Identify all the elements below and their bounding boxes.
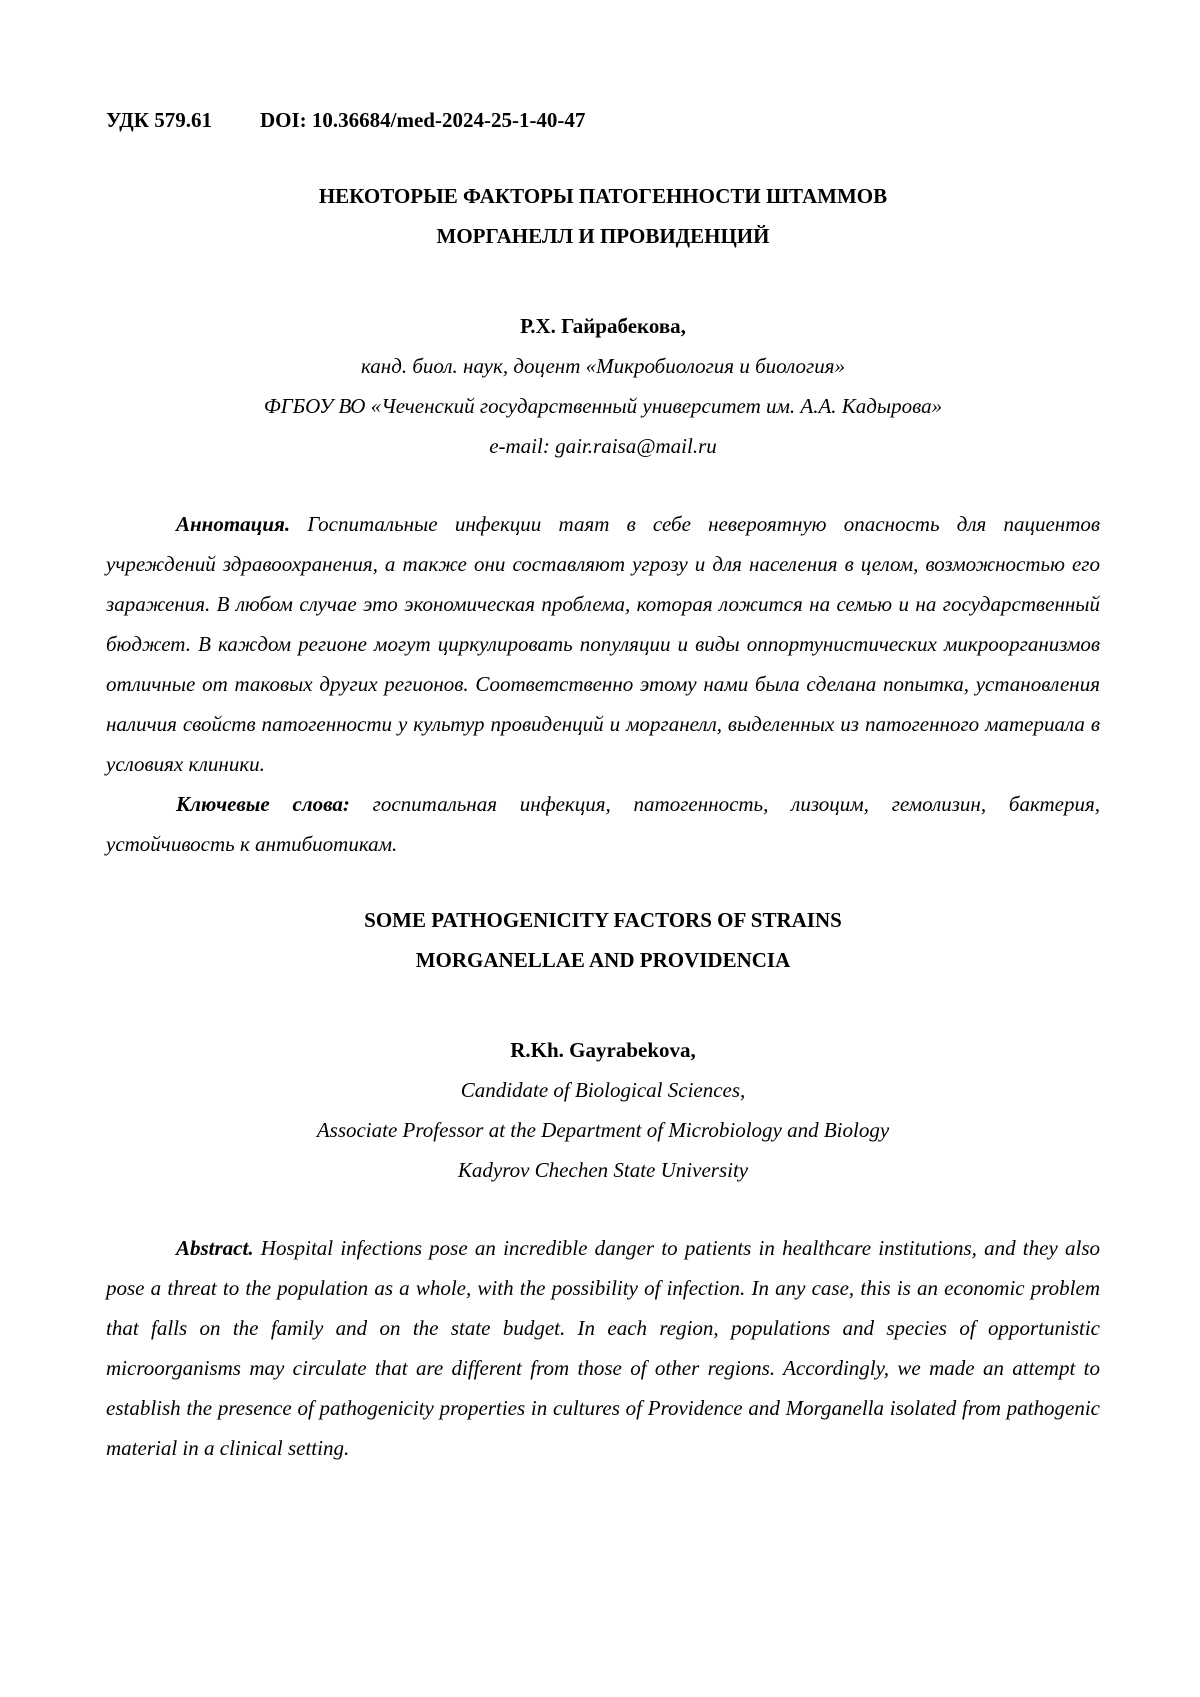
ru-affiliation-degree: канд. биол. наук, доцент «Микробиология и биология» bbox=[361, 354, 845, 378]
ru-abstract-text: Госпитальные инфекции таят в себе невероятную опасность для пациентов учреждений здравоохранения, а также они составляют угрозу и для населения в целом, возможностью его заражения. В любом случае это экономическая проблема, которая ложится на семью и на государственный бюджет. В каждом регионе могут циркулировать популяции и виды оппортунистических микроорганизмов отличные от таковых других регионов. Соответственно этому нами была сделана попытка, установления наличия свойств патогенности у культур провиденций и морганелл, выделенных из патогенного материала в условиях клиники. bbox=[106, 512, 1101, 776]
en-abstract-label: Abstract. bbox=[176, 1236, 254, 1260]
ru-abstract-label: Аннотация. bbox=[176, 512, 291, 536]
en-affiliation-block bbox=[106, 1070, 1100, 1190]
ru-author: Р.Х. Гайрабекова, bbox=[520, 314, 686, 338]
ru-keywords-text: госпитальная инфекция, патогенность, лизоцим, гемолизин, бактерия, устойчивость к антибиотикам. bbox=[106, 792, 1100, 856]
ru-author-email: e-mail: gair.raisa@mail.ru bbox=[489, 434, 717, 458]
ru-abstract-paragraph bbox=[106, 504, 1100, 784]
ru-keywords-label: Ключевые слова: bbox=[176, 792, 350, 816]
en-abstract-text: Hospital infections pose an incredible danger to patients in healthcare institutions, and they also pose a threat to the population as a whole, with the possibility of infection. In any case, this is an economic problem that falls on the family and on the state budget. In each region, populations and species of opportunistic microorganisms may circulate that are different from those of other regions. Accordingly, we made an attempt to establish the presence of pathogenicity properties in cultures of Providence and Morganella isolated from pathogenic material in a clinical setting. bbox=[106, 1236, 1100, 1460]
ru-affiliation-university: ФГБОУ ВО «Чеченский государственный университет им. А.А. Кадырова» bbox=[263, 394, 943, 418]
ru-title bbox=[106, 176, 1100, 256]
doi-label: DOI: 10.36684/med-2024-25-1-40-47 bbox=[259, 108, 586, 132]
en-affiliation-department: Associate Professor at the Department of Microbiology and Biology bbox=[316, 1118, 890, 1142]
en-affiliation-degree: Candidate of Biological Sciences, bbox=[460, 1078, 746, 1102]
en-affiliation-university: Kadyrov Chechen State University bbox=[457, 1158, 749, 1182]
en-abstract-paragraph bbox=[106, 1228, 1100, 1468]
ru-title-line-1: НЕКОТОРЫЕ ФАКТОРЫ ПАТОГЕННОСТИ ШТАММОВ bbox=[318, 184, 888, 208]
en-author: R.Kh. Gayrabekova, bbox=[510, 1038, 696, 1062]
document-header-row bbox=[106, 100, 1100, 140]
en-title-line-1: SOME PATHOGENICITY FACTORS OF STRAINS bbox=[364, 908, 842, 932]
en-title bbox=[106, 900, 1100, 980]
ru-title-line-2: МОРГАНЕЛЛ И ПРОВИДЕНЦИЙ bbox=[436, 224, 770, 248]
ru-affiliation-block bbox=[106, 346, 1100, 466]
en-title-line-2: MORGANELLAE AND PROVIDENCIA bbox=[415, 948, 791, 972]
ru-keywords-paragraph bbox=[106, 784, 1100, 864]
udk-label: УДК 579.61 bbox=[106, 108, 212, 132]
